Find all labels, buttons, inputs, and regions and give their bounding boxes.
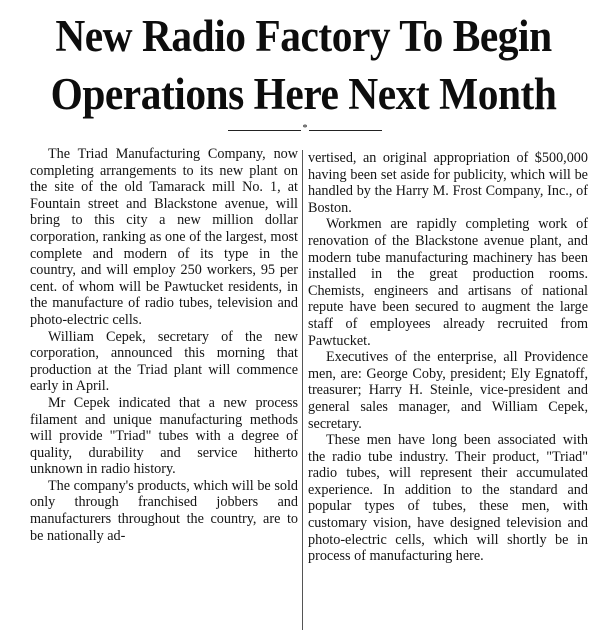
article-column-right [308, 150, 588, 565]
paragraph: William Cepek, secretary of the new corporation, announced this morning that production at the Triad plant will commence early in April. [30, 328, 298, 395]
separator-star-icon: * [302, 123, 308, 134]
separator-rule-left [228, 130, 301, 131]
headline-line-1: New Radio Factory To Begin [55, 11, 552, 61]
headline-line-2: Operations Here Next Month [50, 69, 557, 119]
paragraph: These men have long been associated with the radio tube industry. Their product, "Triad" radio tubes, will represent their accumulated experience. In addition to the standard and popular types of tubes, these men, with customary vision, have designed television and photo-electric cells, which will shortly be in process of manufacturing here. [308, 432, 588, 565]
paragraph: vertised, an original appropriation of $500,000 having been set aside for publicity, which will be handled by the Harry M. Frost Company, Inc., of Boston. [308, 150, 588, 216]
paragraph: Executives of the enterprise, all Providence men, are: George Coby, president; Ely Egnatoff, treasurer; Harry H. Steinle, vice-president and general sales manager, and William Cepek, secretary. [308, 349, 588, 432]
paragraph: Mr Cepek indicated that a new process filament and unique manufacturing methods will provide "Triad" tubes with a degree of quality, durability and service hitherto unknown in radio history. [30, 394, 298, 478]
separator-rule-right [309, 130, 382, 131]
paragraph: The Triad Manufacturing Company, now completing arrangements to its new plant on the site of the old Tamarack mill No. 1, at Fountain street and Blackstone avenue, will bring to this city a new million dollar corporation, ranking as one of the largest, most complete and modern of its type in the country, and will employ 250 workers, 95 per cent. of whom will be Pawtucket residents, in the manufacture of radio tubes, television and photo-electric cells. [30, 146, 298, 328]
paragraph: Workmen are rapidly completing work of renovation of the Blackstone avenue plant, and modern tube manufacturing machinery has been installed in the great production rooms. Chemists, engineers and artisans of national repute have been secured to augment the large staff of employees already recruited from Pawtucket. [308, 216, 588, 349]
article-column-left [30, 146, 298, 544]
paragraph: The company's products, which will be sold only through franchised jobbers and manufacturers throughout the country, are to be nationally ad- [30, 477, 298, 544]
column-divider [302, 150, 303, 630]
